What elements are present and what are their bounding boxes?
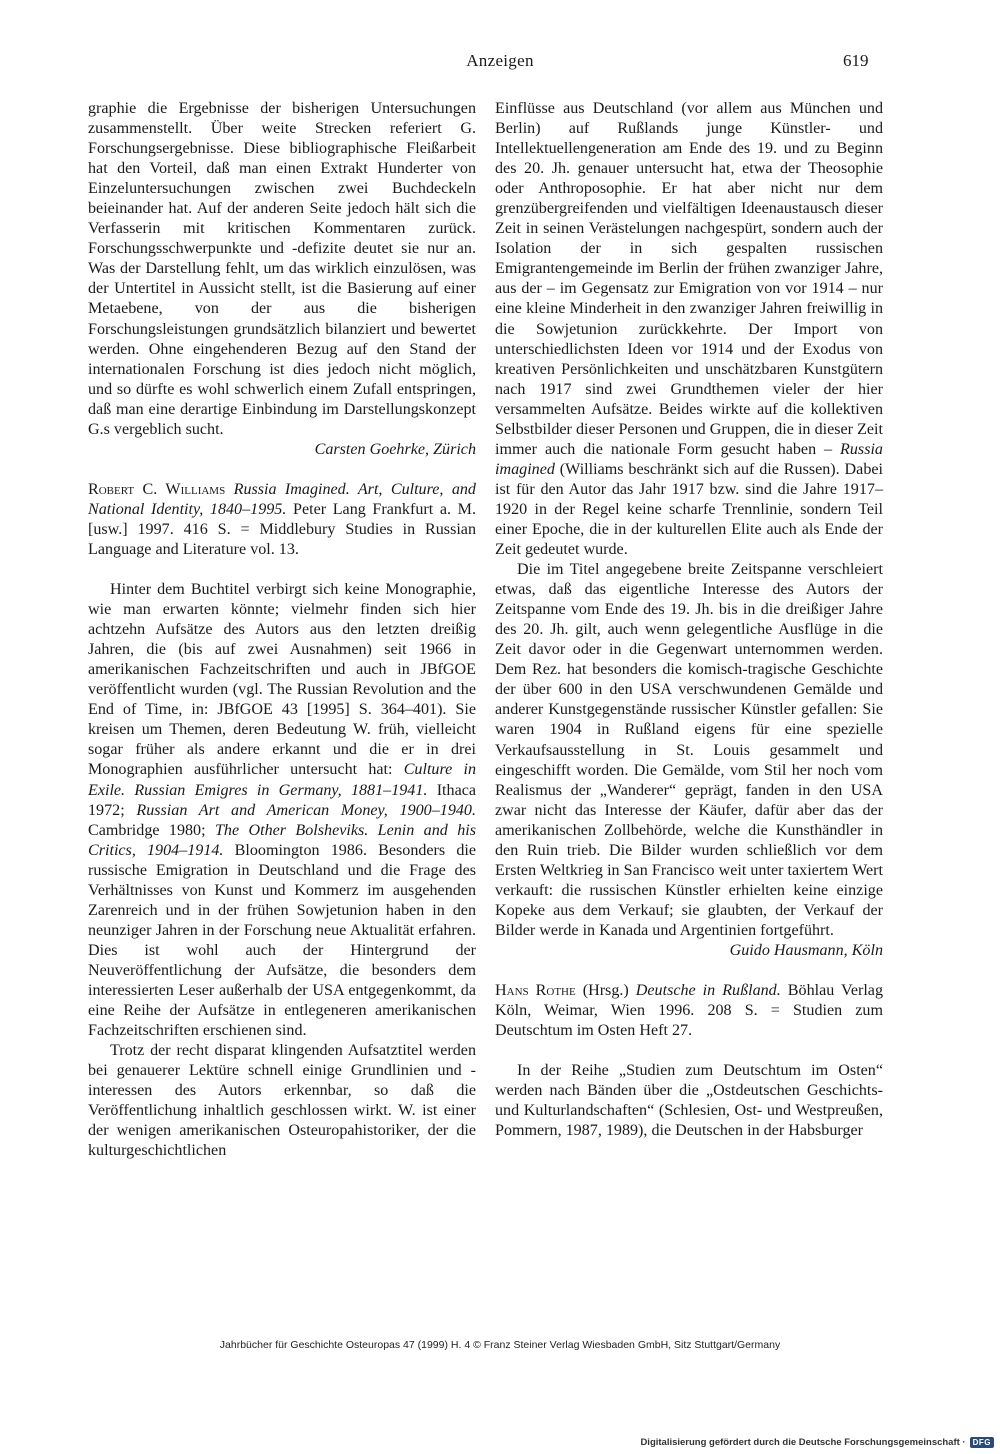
left-column xyxy=(88,99,476,1161)
book-details: Peter Lang Frankfurt a. M. [usw.] 1997. 416 S. = Middlebury Studies in Russian Language and Literature vol. 13. xyxy=(88,500,477,558)
credit-text: Digitalisierung gefördert durch die Deutsche Forschungsgemeinschaft · xyxy=(640,1437,966,1448)
book-details: Böhlau Verlag Köln, Weimar, Wien 1996. 208 S. = Studien zum Deutschtum im Osten Heft 27. xyxy=(495,982,883,1040)
cited-title: Russia imagined xyxy=(495,440,883,478)
review-paragraph: Trotz der recht disparat klingenden Aufsatztitel werden bei genauerer Lektüre schnell einige Grundlinien und -interessen des Autors erkennbar, so daß die Veröffentlichung inhaltlich geschlossen wirkt. W. ist einer der wenigen amerikanischen Osteuropahistoriker, der die kulturgeschichtlichen xyxy=(88,1042,476,1160)
text-run: Ithaca 1972; xyxy=(88,781,476,819)
book-author: Hans Rothe xyxy=(495,982,576,1000)
review-paragraph: In der Reihe „Studien zum Deutschtum im Osten“ werden nach Bänden über die „Ostdeutschen Geschichts- und Kulturlandschaften“ (Schlesien, Ost- und Westpreußen, Pommern, 1987, 1989), die Deutschen in der Habsburger xyxy=(495,1062,883,1140)
page-number: 619 xyxy=(843,51,869,70)
book-title: Deutsche in Rußland. xyxy=(635,982,781,1000)
text-run: Hinter dem Buchtitel verbirgt sich keine Monographie, wie man erwarten könnte; vielmehr finden sich hier achtzehn Aufsätze des Autors aus den letzten dreißig Jahren, die (bis auf zwei Ausnahmen) seit 1966 in amerikanischen Fachzeitschriften und auch in JBfGOE veröffentlicht wurden (vgl. The Russian Revolution and the End of Time, in: JBfGOE 43 [1995] S. 364–401). Sie kreisen um Themen, deren Bedeutung W. früh, vielleicht sogar früher als andere erkannt und die er in drei Monographien ausführlicher untersucht hat: xyxy=(88,581,476,779)
running-header: Anzeigen xyxy=(466,51,534,70)
review-paragraph: Die im Titel angegebene breite Zeitspanne verschleiert etwas, daß das eigentliche Interesse des Autors der Zeitspanne vom Ende des 19. Jh. bis in die dreißiger Jahre des 20. Jh. gilt, auch wenn gelegentliche Ausflüge in die Zeit davor oder in die Gegenwart unternommen werden. Dem Rez. hat besonders die komisch-tragische Geschichte der über 600 in den USA verschwundenen Gemälde und anderer Kunstgegenstände russischer Künstler gefallen: Sie waren 1904 in Rußland eigens für eine spezielle Verkaufsausstellung in St. Louis gesammelt und eingeschifft worden. Die Gemälde, vom Stil her noch vom Realismus der „Wanderer“ geprägt, fanden in den USA zwar nicht das Interesse der Käufer, dafür aber das der amerikanischen Zollbehörde, welche die Kunsthändler in den Ruin trieb. Die Bilder wurden schließlich vor dem Ersten Weltkrieg in San Francisco weit unter taxiertem Wert verkauft: die russischen Künstler erhielten keine einzige Kopeke aus dem Verkauf; sie glaubten, der Verkauf der Bilder werde in Kanada und Argentinien fortgeführt. xyxy=(495,561,883,939)
text-run: Einflüsse aus Deutschland (vor allem aus München und Berlin) auf Rußlands junge Künstler- und Intellektuellengeneration am Ende des 19. und zu Beginn des 20. Jh. genauer untersucht hat, etwa der Theosophie oder Anthroposophie. Er hat aber nicht nur dem grenzübergreifenden und vielfältigen Ideenaustausch dieser Zeit in seinen Verästelungen nachgespürt, sondern auch der Isolation der in sich gespalten russischen Emigrantengemeinde im Berlin der frühen zwanziger Jahre, aus der – im Gegensatz zur Emigration von vor 1914 – nur eine kleine Minderheit in den zwanziger Jahren freiwillig in die Sowjetunion zurückkehrte. Der Import von unterschiedlichsten Ideen vor 1914 und der Exodus von kreativen Persönlichkeiten und unschätzbaren Kunstgütern nach 1917 sind zwei Grundthemen vieler der hier versammelten Aufsätze. Beides wirkte auf die kollektiven Selbstbilder dieser Personen und Gruppen, die in dieser Zeit immer auch die nationale Form gesucht haben – xyxy=(495,100,883,458)
book-title: Russia Imagined. Art, Culture, and National Identity, 1840–1995. xyxy=(88,480,476,518)
book-role: (Hrsg.) xyxy=(582,982,629,1000)
book-author: Robert C. Williams xyxy=(88,480,226,498)
review-paragraph xyxy=(88,580,476,1041)
digitization-credit xyxy=(640,1437,994,1448)
journal-footer: Jahrbücher für Geschichte Osteuropas 47 (1999) H. 4 © Franz Steiner Verlag Wiesbaden GmbH, Sitz Stuttgart/Germany xyxy=(219,1339,781,1351)
bibliographic-entry xyxy=(88,480,476,560)
cited-title: Russian Art and American Money, 1900–1940. xyxy=(136,801,476,819)
review-paragraph: graphie die Ergebnisse der bisherigen Untersuchungen zusammenstellt. Über weite Strecken referiert G. Forschungsergebnisse. Diese bibliographische Fleißarbeit hat den Vorteil, daß man einen Extrakt Hunderter von Einzeluntersuchungen zwischen zwei Buchdeckeln beieinander hat. Auf der anderen Seite jedoch hält sich die Verfasserin mit kritischen Kommentaren zurück. Forschungsschwerpunkte und -defizite deutet sie nur an. Was der Darstellung fehlt, um das wirklich einzulösen, was der Untertitel in Aussicht stellt, ist die Basierung auf einer Metaebene, von der aus die bisherigen Forschungsleistungen grundsätzlich bilanziert und bewertet werden. Ohne eingehenderen Bezug auf den Stand der internationalen Forschung ist dies jedoch nicht möglich, und so dürfte es wohl schwerlich einem Zufall entspringen, daß man eine derartige Einbindung im Darstellungskonzept G.s vergeblich sucht. xyxy=(88,100,476,438)
reviewer-signature: Carsten Goehrke, Zürich xyxy=(314,440,476,458)
text-run: Cambridge 1980; xyxy=(88,821,206,839)
bibliographic-entry xyxy=(495,981,883,1041)
dfg-logo-icon: DFG xyxy=(970,1437,994,1448)
right-column xyxy=(495,99,883,1141)
text-run: Bloomington 1986. Besonders die russische Emigration in Deutschland und die Frage des Verhältnisses von Kunst und Kommerz im ausgehenden Zarenreich und in der frühen Sowjetunion haben in den neunziger Jahren in der Forschung neue Aktualität erfahren. Dies ist wohl auch der Hintergrund der Neuveröffentlichung der Aufsätze, die besonders dem interessierten Leser außerhalb der USA entgegenkommt, da eine Reihe der Aufsätze in entlegeneren amerikanischen Fachzeitschriften erschienen sind. xyxy=(88,841,477,1040)
review-paragraph xyxy=(495,99,883,560)
cited-title: The Other Bolsheviks. Lenin and his Critics, 1904–1914. xyxy=(88,821,476,859)
reviewer-signature: Guido Hausmann, Köln xyxy=(729,941,883,959)
text-run: (Williams beschränkt sich auf die Russen). Dabei ist für den Autor das Jahr 1917 bzw. sind die Jahre 1917–1920 in der Regel keine scharfe Trennlinie, sondern Teil einer Epoche, die in der kulturellen Elite auch als Ende der Zeit gedeutet wurde. xyxy=(495,460,883,559)
cited-title: Culture in Exile. Russian Emigres in Germany, 1881–1941. xyxy=(88,761,476,799)
